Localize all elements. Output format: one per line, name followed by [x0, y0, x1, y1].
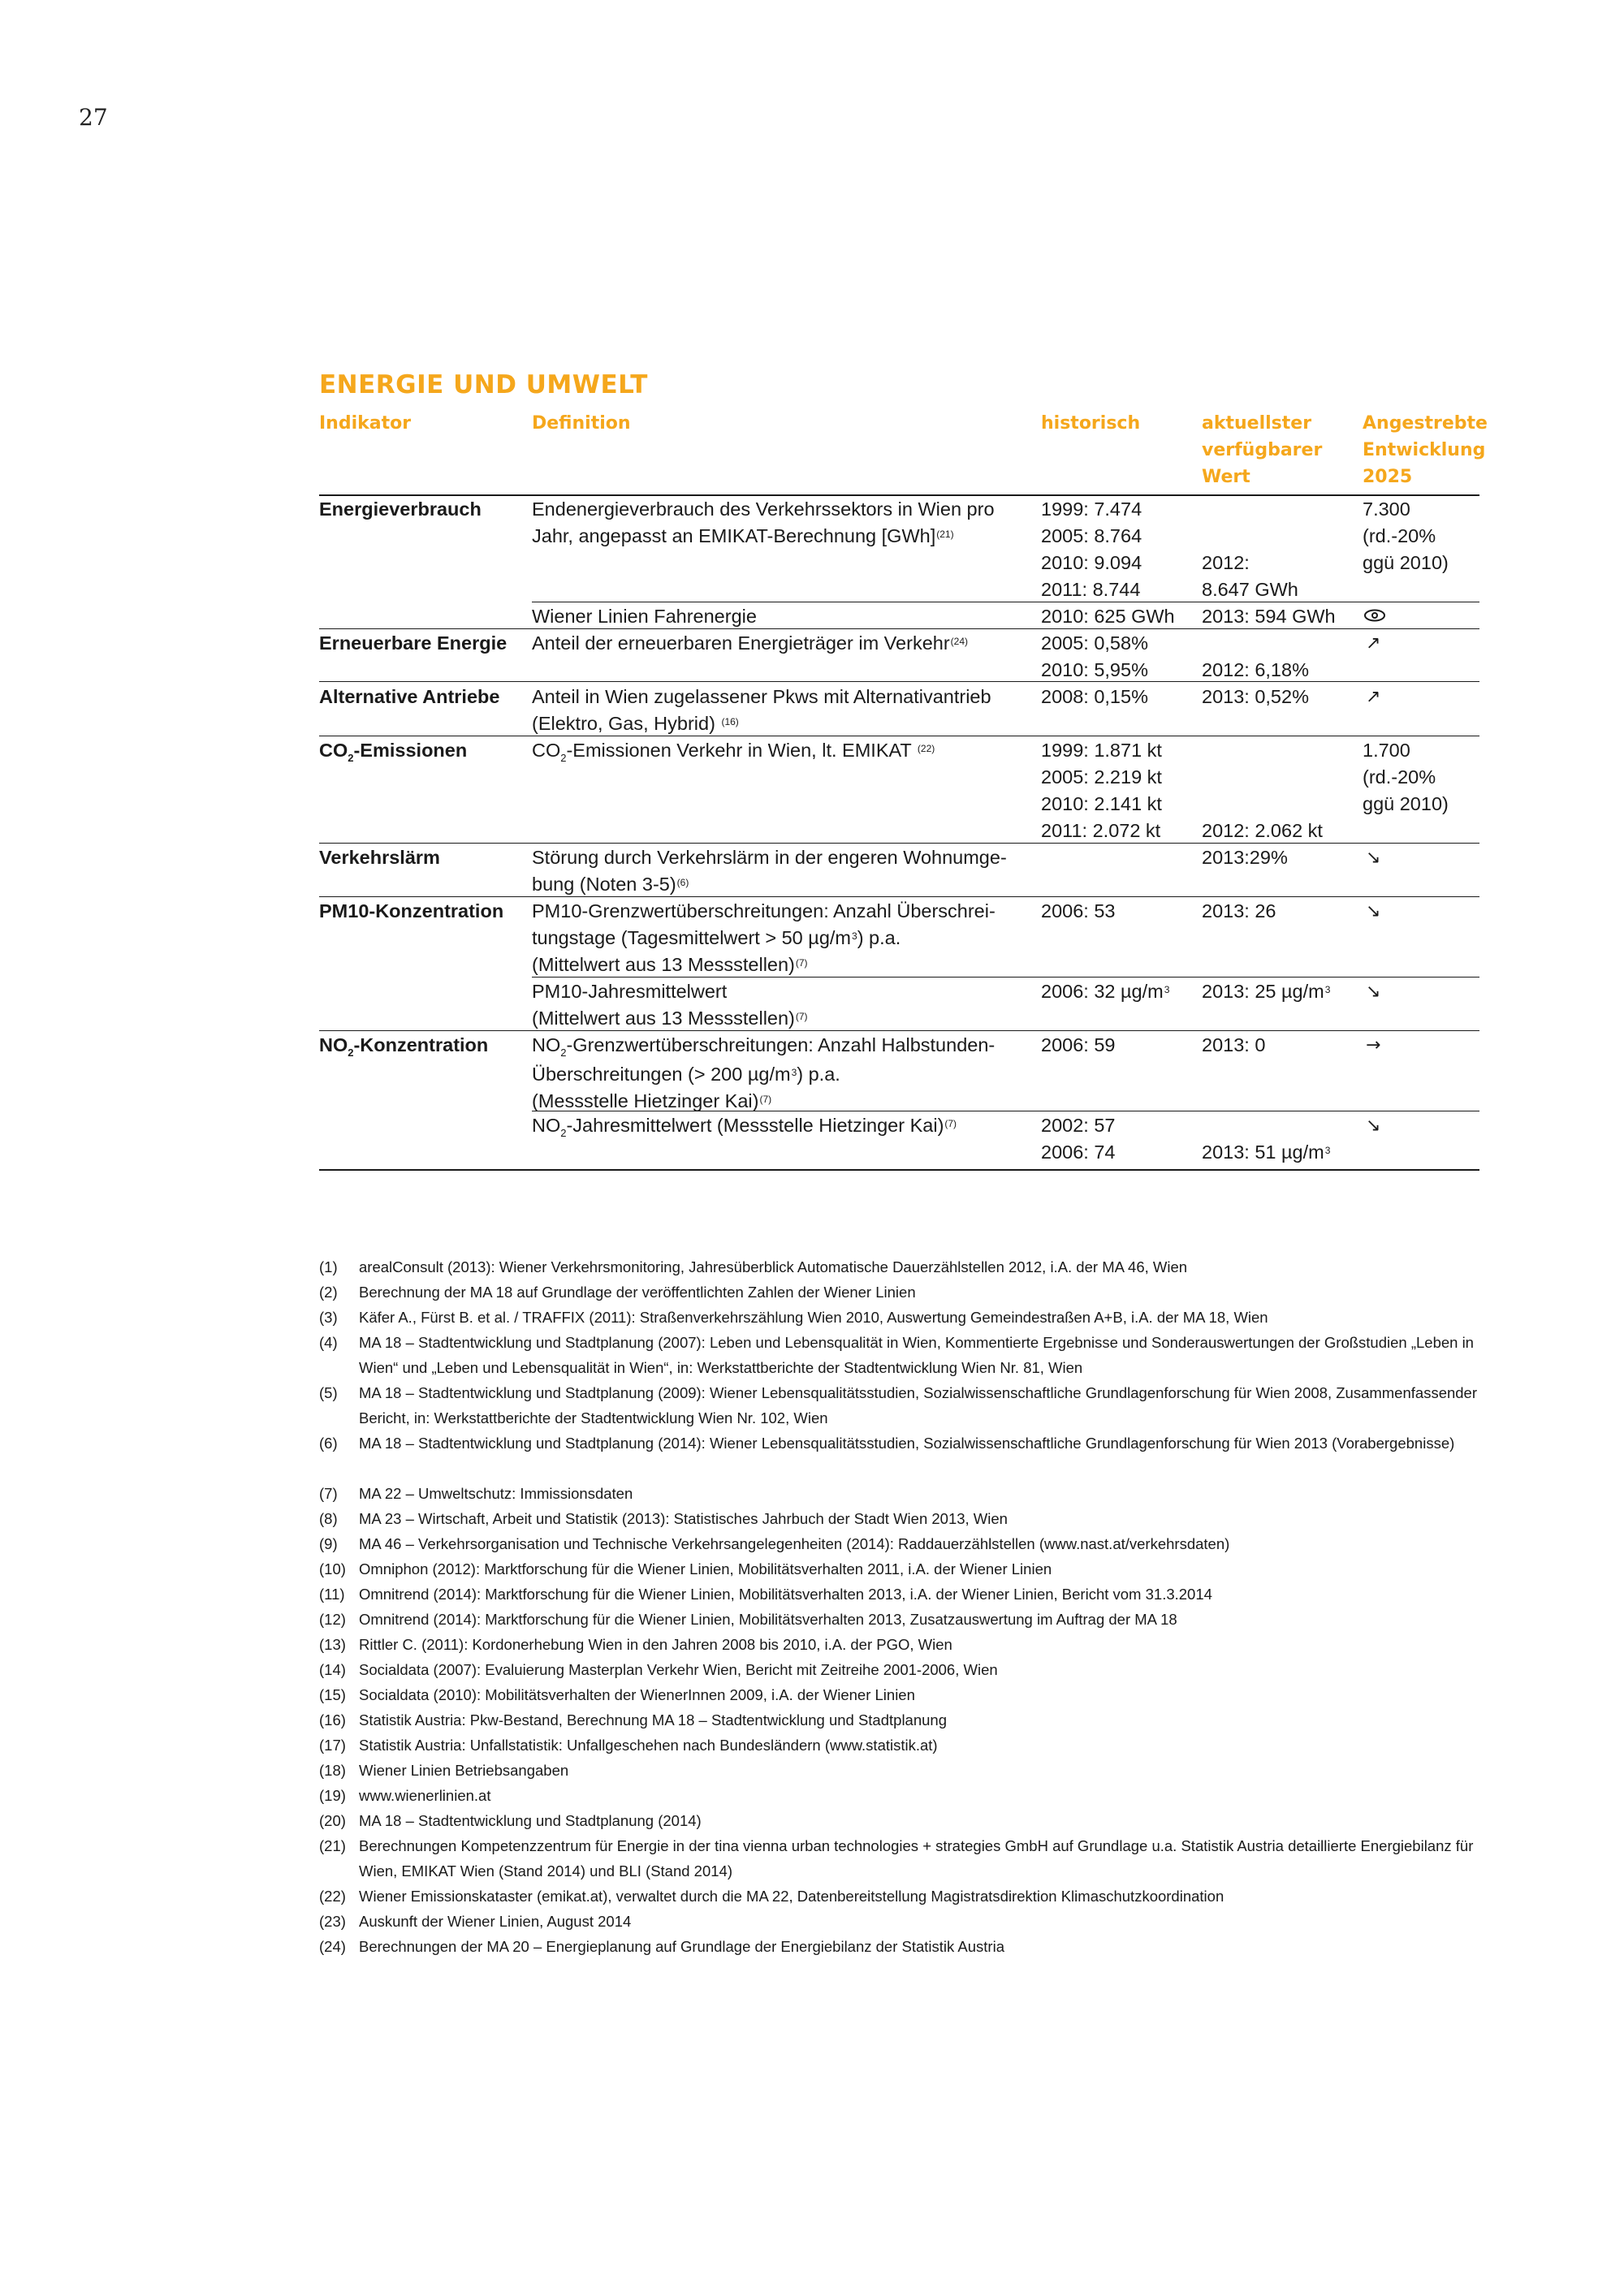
footnote: (17) Statistik Austria: Unfallstatistik: Unfallgeschehen nach Bundesländern (www.statistik.at): [319, 1737, 938, 1754]
header-historical: historisch: [1041, 413, 1141, 434]
co2-historical: 1999: 1.871 kt 2005: 2.219 kt 2010: 2.141 kt 2011: 2.072 kt: [1041, 740, 1162, 841]
footnote: (10) Omniphon (2012): Marktforschung für die Wiener Linien, Mobilitätsverhalten 2011, i.A. der Wiener Linien: [319, 1560, 1052, 1577]
trend-flat-icon: →: [1366, 1035, 1381, 1055]
footnote: (24) Berechnungen der MA 20 – Energieplanung auf Grundlage der Energiebilanz der Statistik Austria: [319, 1938, 1004, 1955]
co2-target: 1.700 (rd.-20% ggü 2010): [1363, 740, 1449, 814]
table-row-rule: [319, 1030, 1479, 1031]
pm10-indicator: PM10-Konzentration: [319, 900, 504, 921]
noise-current: 2013:29%: [1202, 847, 1288, 868]
footnote: (8) MA 23 – Wirtschaft, Arbeit und Statistik (2013): Statistisches Jahrbuch der Stadt Wien 2013, Wien: [319, 1510, 1008, 1527]
footnote: (6) MA 18 – Stadtentwicklung und Stadtplanung (2014): Wiener Lebensqualitätsstudien, Sozialwissenschaftliche Grundlagenforschung für Wien 2013 (Vorabergebnisse): [319, 1435, 1455, 1452]
pm10-current: 2013: 26: [1202, 900, 1276, 921]
alternative-historical: 2008: 0,15%: [1041, 686, 1148, 707]
energy-definition: Endenergieverbrauch des Verkehrssektors in Wien pro Jahr, angepasst an EMIKAT-Berechnung [GWh]$^{(21)}$: [532, 498, 995, 546]
footnote: (16) Statistik Austria: Pkw-Bestand, Berechnung MA 18 – Stadtentwicklung und Stadtplanung: [319, 1711, 947, 1728]
co2-current: 2012: 2.062 kt: [1202, 820, 1323, 841]
footnote: (22) Wiener Emissionskataster (emikat.at), verwaltet durch die MA 22, Datenbereitstellung Magistratsdirektion Klimaschutzkoordination: [319, 1888, 1224, 1905]
footnote: (18) Wiener Linien Betriebsangaben: [319, 1762, 569, 1779]
footnote: (2) Berechnung der MA 18 auf Grundlage der veröffentlichten Zahlen der Wiener Linien: [319, 1284, 916, 1301]
trend-up-icon: ↗: [1366, 687, 1381, 707]
trend-down-icon: ↘: [1366, 901, 1381, 921]
pm10-annual-historical: 2006: 32 $\mu g/m^3$: [1041, 981, 1170, 1002]
footnote: (21) Berechnungen Kompetenzzentrum für Energie in der tina vienna urban technologies + strategies GmbH auf Grundlage u.a. Statistik Austria detaillierte Energiebilanz für Wien, EMIKAT Wien (Stand 2014) und BLI (Stand 2014): [319, 1837, 1474, 1880]
footnote: (4) MA 18 – Stadtentwicklung und Stadtplanung (2007): Leben und Lebensqualität in Wien, Kommentierte Ergebnisse und Sonderauswertungen der Großstudien „Leben in Wien“ und „Leben und Lebensqualität in Wien“, in: Werkstattberichte der Stadtentwicklung Wien Nr. 81, Wien: [319, 1334, 1474, 1376]
no2-historical: 2006: 59: [1041, 1034, 1116, 1055]
co2-definition: $CO_2$-Emissionen Verkehr in Wien, lt. EMIKAT $^{(22)}$: [532, 740, 935, 764]
table-bottom-rule: [319, 1169, 1479, 1171]
noise-definition: Störung durch Verkehrslärm in der engeren Wohnumge- bung (Noten 3-5)$^{(6)}$: [532, 847, 1007, 895]
header-current: aktuellster verfügbarer Wert: [1202, 413, 1323, 487]
footnote: (19) www.wienerlinien.at: [319, 1787, 491, 1804]
alternative-definition: Anteil in Wien zugelassener Pkws mit Alternativantrieb (Elektro, Gas, Hybrid) $^{(16)}$: [532, 686, 991, 734]
pm10-historical: 2006: 53: [1041, 900, 1116, 921]
header-definition: Definition: [532, 413, 631, 434]
energy-current: 2012: 8.647 GWh: [1202, 552, 1298, 600]
footnote: (3) Käfer A., Fürst B. et al. / TRAFFIX (2011): Straßenverkehrszählung Wien 2010, Auswertung Gemeindestraßen A+B, i.A. der MA 18, Wien: [319, 1309, 1268, 1326]
footnote: (1) arealConsult (2013): Wiener Verkehrsmonitoring, Jahresüberblick Automatische Dauerzählstellen 2012, i.A. der MA 46, Wien: [319, 1258, 1188, 1275]
footnote: (15) Socialdata (2010): Mobilitätsverhalten der WienerInnen 2009, i.A. der Wiener Linien: [319, 1686, 915, 1703]
pm10-annual-definition: PM10-Jahresmittelwert (Mittelwert aus 13 Messstellen)$^{(7)}$: [532, 981, 808, 1029]
trend-down-icon: ↘: [1366, 848, 1381, 868]
no2-current: 2013: 0: [1202, 1034, 1266, 1055]
footnote: (7) MA 22 – Umweltschutz: Immissionsdaten: [319, 1485, 633, 1502]
traction-historical: 2010: 625 GWh: [1041, 606, 1175, 627]
header-target: Angestrebte Entwicklung 2025: [1363, 413, 1488, 487]
no2-annual-historical: 2002: 57 2006: 74: [1041, 1115, 1116, 1163]
footnote: (5) MA 18 – Stadtentwicklung und Stadtplanung (2009): Wiener Lebensqualitätsstudien, Sozialwissenschaftliche Grundlagenforschung für Wien 2008, Zusammenfassender Bericht, in: Werkstattberichte der Stadtentwicklung Wien Nr. 102, Wien: [319, 1384, 1478, 1426]
pm10-definition: PM10-Grenzwertüberschreitungen: Anzahl Überschrei- tungstage (Tagesmittelwert > 50 $\mu g/m^3$) p.a. (Mittelwert aus 13 Messstellen)$^{(7)}$: [532, 900, 996, 975]
pm10-annual-current: 2013: 25 $\mu g/m^3$: [1202, 981, 1331, 1002]
renewable-indicator: Erneuerbare Energie: [319, 632, 508, 654]
energy-target: 7.300 (rd.-20% ggü 2010): [1363, 498, 1449, 573]
co2-indicator: $CO_2$-Emissionen: [319, 740, 468, 764]
energy-indicator: Energieverbrauch: [319, 498, 482, 520]
footnote: (13) Rittler C. (2011): Kordonerhebung Wien in den Jahren 2008 bis 2010, i.A. der PGO, Wien: [319, 1636, 952, 1653]
traction-definition: Wiener Linien Fahrenergie: [532, 606, 757, 627]
footnote: (12) Omnitrend (2014): Marktforschung für die Wiener Linien, Mobilitätsverhalten 2013, Zusatzauswertung im Auftrag der MA 18: [319, 1611, 1177, 1628]
energy-historical: 1999: 7.474 2005: 8.764 2010: 9.094 2011: 8.744: [1041, 498, 1142, 600]
footnote: (23) Auskunft der Wiener Linien, August 2014: [319, 1913, 632, 1930]
trend-up-icon: ↗: [1366, 633, 1381, 654]
trend-down-icon: ↘: [1366, 1116, 1381, 1136]
renewable-definition: Anteil der erneuerbaren Energieträger im Verkehr$^{(24)}$: [532, 632, 969, 654]
section-title: ENERGIE UND UMWELT: [319, 370, 648, 399]
footnote: (11) Omnitrend (2014): Marktforschung für die Wiener Linien, Mobilitätsverhalten 2013, i.A. der Wiener Linien, Bericht vom 31.3.2014: [319, 1586, 1212, 1603]
footnote: (14) Socialdata (2007): Evaluierung Masterplan Verkehr Wien, Bericht mit Zeitreihe 2001-2006, Wien: [319, 1661, 998, 1678]
noise-indicator: Verkehrslärm: [319, 847, 440, 868]
page-number: 27: [79, 104, 108, 131]
trend-down-icon: ↘: [1366, 982, 1381, 1002]
alternative-indicator: Alternative Antriebe: [319, 686, 500, 707]
footnote: (9) MA 46 – Verkehrsorganisation und Technische Verkehrsangelegenheiten (2014): Raddauerzählstellen (www.nast.at/verkehrsdaten): [319, 1535, 1230, 1552]
renewable-historical: 2005: 0,58% 2010: 5,95%: [1041, 632, 1148, 680]
no2-definition: $NO_2$-Grenzwertüberschreitungen: Anzahl Halbstunden- Überschreitungen (> 200 $\mu g/m^3$) p.a. (Messstelle Hietzinger Kai)$^{(7)}$: [532, 1034, 996, 1111]
footnote: (20) MA 18 – Stadtentwicklung und Stadtplanung (2014): [319, 1812, 702, 1829]
header-indicator: Indikator: [319, 413, 412, 434]
no2-indicator: $NO_2$-Konzentration: [319, 1034, 489, 1059]
traction-current: 2013: 594 GWh: [1202, 606, 1336, 627]
renewable-current: 2012: 6,18%: [1202, 659, 1309, 680]
no2-annual-definition: $NO_2$-Jahresmittelwert (Messstelle Hietzinger Kai)$^{(7)}$: [532, 1115, 957, 1139]
no2-annual-current: 2013: 51 $\mu g/m^3$: [1202, 1142, 1331, 1163]
alternative-current: 2013: 0,52%: [1202, 686, 1309, 707]
